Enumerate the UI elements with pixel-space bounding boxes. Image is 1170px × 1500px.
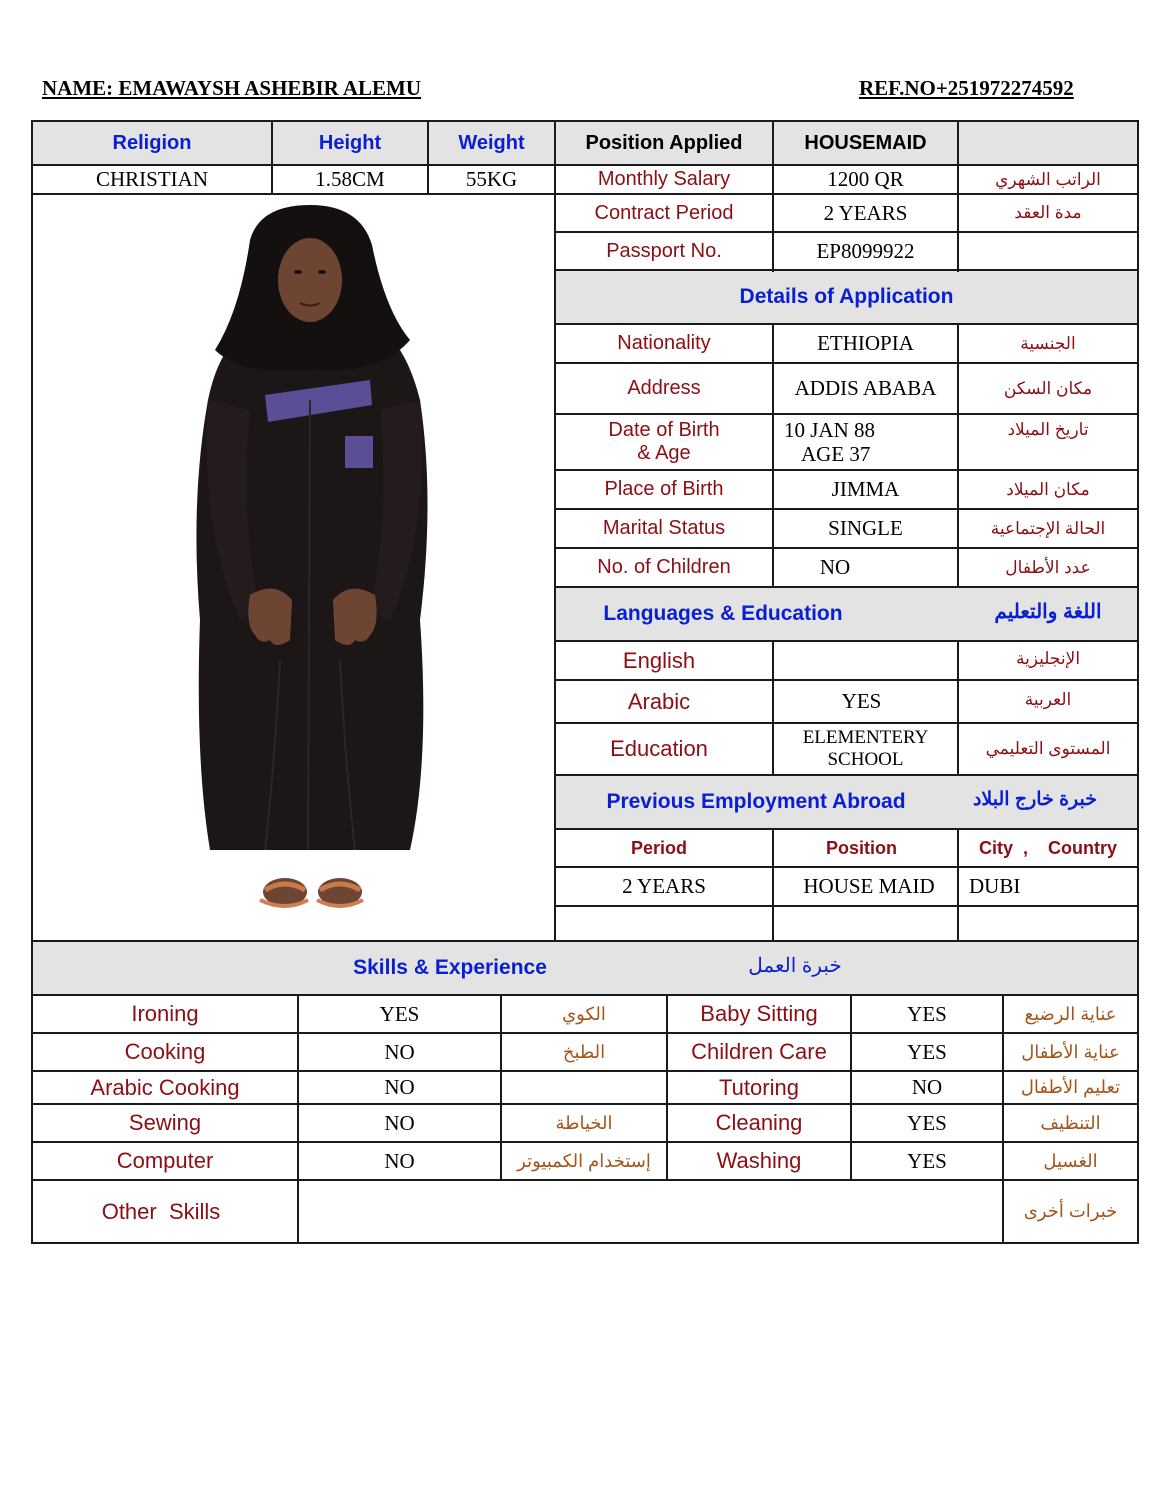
skill-right-label: Cleaning	[715, 1110, 803, 1136]
skill-right-arabic: تعليم الأطفال	[1020, 1077, 1121, 1098]
skill-right-value: YES	[907, 1001, 947, 1026]
contract-period-value: 2 YEARS	[823, 200, 908, 225]
dob-arabic: تاريخ الميلاد	[1007, 420, 1089, 440]
education-value	[774, 724, 957, 774]
skill-right-value: YES	[907, 1148, 947, 1173]
arabic-label: Arabic	[627, 688, 691, 714]
education-value-line2: SCHOOL	[827, 749, 904, 770]
position-header: Position	[826, 837, 897, 858]
contract-period-label: Contract Period	[594, 201, 734, 224]
skill-left-label: Cooking	[124, 1039, 206, 1065]
skill-right-value: YES	[907, 1110, 947, 1135]
skill-left-arabic: الكوي	[562, 1003, 606, 1024]
skill-left-label: Computer	[116, 1148, 214, 1174]
skill-left-label: Ironing	[131, 1001, 199, 1027]
arabic-arabic: العربية	[1024, 690, 1072, 710]
pob-value: JIMMA	[831, 477, 900, 502]
skill-right-arabic: التنظيف	[1040, 1112, 1101, 1133]
dob-label-line2: & Age	[637, 442, 691, 464]
dob-label-line1: Date of Birth	[608, 419, 720, 441]
employment-title-arabic: خبرة خارج البلاد	[972, 789, 1098, 811]
employment-period-value: 2 YEARS	[622, 874, 706, 899]
skill-right-arabic: عناية الأطفال	[1021, 1041, 1120, 1062]
employment-title: Previous Employment Abroad	[606, 789, 906, 813]
dob-label	[556, 415, 772, 469]
monthly-salary-label: Monthly Salary	[597, 168, 731, 190]
education-label: Education	[610, 736, 708, 762]
children-label: No. of Children	[597, 556, 731, 578]
height-label: Height	[318, 131, 382, 154]
skill-right-label: Children Care	[691, 1039, 827, 1065]
nationality-arabic: الجنسية	[1020, 333, 1076, 353]
religion-value: CHRISTIAN	[95, 167, 208, 192]
english-value	[774, 642, 957, 679]
skill-right-arabic: عناية الرضيع	[1024, 1003, 1117, 1024]
pob-arabic: مكان الميلاد	[1006, 479, 1090, 499]
nationality-label: Nationality	[617, 332, 711, 354]
employment-position-value: HOUSE MAID	[803, 874, 935, 899]
details-title: Details of Application	[739, 284, 954, 308]
address-value: ADDIS ABABA	[794, 376, 937, 401]
monthly-salary-arabic: الراتب الشهري	[995, 169, 1101, 189]
dob-value-date: 10 JAN 88	[784, 417, 876, 442]
skill-right-arabic: الغسيل	[1043, 1150, 1098, 1171]
person-photo-icon	[180, 200, 450, 925]
religion-label: Religion	[112, 131, 192, 154]
skill-right-label: Baby Sitting	[700, 1001, 818, 1027]
passport-label: Passport No.	[606, 239, 722, 262]
education-arabic: المستوى التعليمي	[985, 739, 1111, 759]
dob-value-age: AGE 37	[801, 442, 871, 466]
skill-left-value: YES	[379, 1001, 420, 1026]
skill-left-value: NO	[384, 1075, 415, 1100]
skill-left-label: Arabic Cooking	[90, 1074, 240, 1100]
skill-left-arabic: الخياطة	[555, 1112, 613, 1133]
skill-left-arabic: الطبخ	[562, 1041, 606, 1062]
height-value: 1.58CM	[315, 167, 385, 192]
weight-label: Weight	[458, 131, 525, 154]
skill-right-value: YES	[907, 1039, 947, 1064]
marital-label: Marital Status	[602, 517, 726, 539]
skill-left-value: NO	[384, 1148, 415, 1173]
skill-right-label: Washing	[716, 1148, 802, 1174]
monthly-salary-value: 1200 QR	[827, 167, 904, 192]
contract-period-arabic: مدة العقد	[1014, 203, 1082, 223]
languages-title-arabic: اللغة والتعليم	[994, 600, 1102, 623]
arabic-value: YES	[841, 689, 882, 714]
reference-number: REF.NO+251972274592	[859, 76, 1074, 100]
position-applied-value: HOUSEMAID	[804, 131, 927, 154]
marital-arabic: الحالة الإجتماعية	[990, 518, 1106, 538]
address-label: Address	[627, 377, 701, 399]
marital-value: SINGLE	[828, 516, 903, 541]
english-arabic: الإنجليزية	[1015, 649, 1081, 669]
english-label: English	[622, 647, 696, 673]
address-arabic: مكان السكن	[1003, 378, 1093, 398]
children-arabic: عدد الأطفال	[1005, 557, 1091, 577]
skill-left-arabic: إستخدام الكمبيوتر	[517, 1150, 651, 1171]
employment-city-value: DUBI	[969, 874, 1021, 899]
skill-left-value: NO	[384, 1039, 415, 1064]
skill-right-label: Tutoring	[719, 1074, 799, 1100]
nationality-value: ETHIOPIA	[817, 331, 914, 356]
skills-title-arabic: خبرة العمل	[748, 954, 842, 977]
languages-title: Languages & Education	[603, 601, 843, 625]
period-header: Period	[630, 837, 687, 858]
children-value: NO	[819, 555, 851, 580]
skill-left-arabic	[502, 1072, 666, 1103]
skill-right-value: NO	[911, 1075, 943, 1100]
other-skills-label: Other Skills	[101, 1198, 221, 1224]
skills-title: Skills & Experience	[353, 955, 547, 979]
skill-left-value: NO	[384, 1110, 415, 1135]
position-applied-label: Position Applied	[585, 131, 743, 154]
city-country-header: City , Country	[978, 837, 1117, 858]
pob-label: Place of Birth	[604, 478, 724, 500]
other-skills-arabic: خبرات أخرى	[1023, 1201, 1118, 1222]
dob-value	[774, 415, 957, 469]
passport-value: EP8099922	[816, 238, 915, 263]
education-value-line1: ELEMENTERY	[802, 727, 929, 749]
skill-left-label: Sewing	[128, 1110, 202, 1136]
weight-value: 55KG	[465, 167, 518, 192]
applicant-name: NAME: EMAWAYSH ASHEBIR ALEMU	[42, 76, 422, 100]
